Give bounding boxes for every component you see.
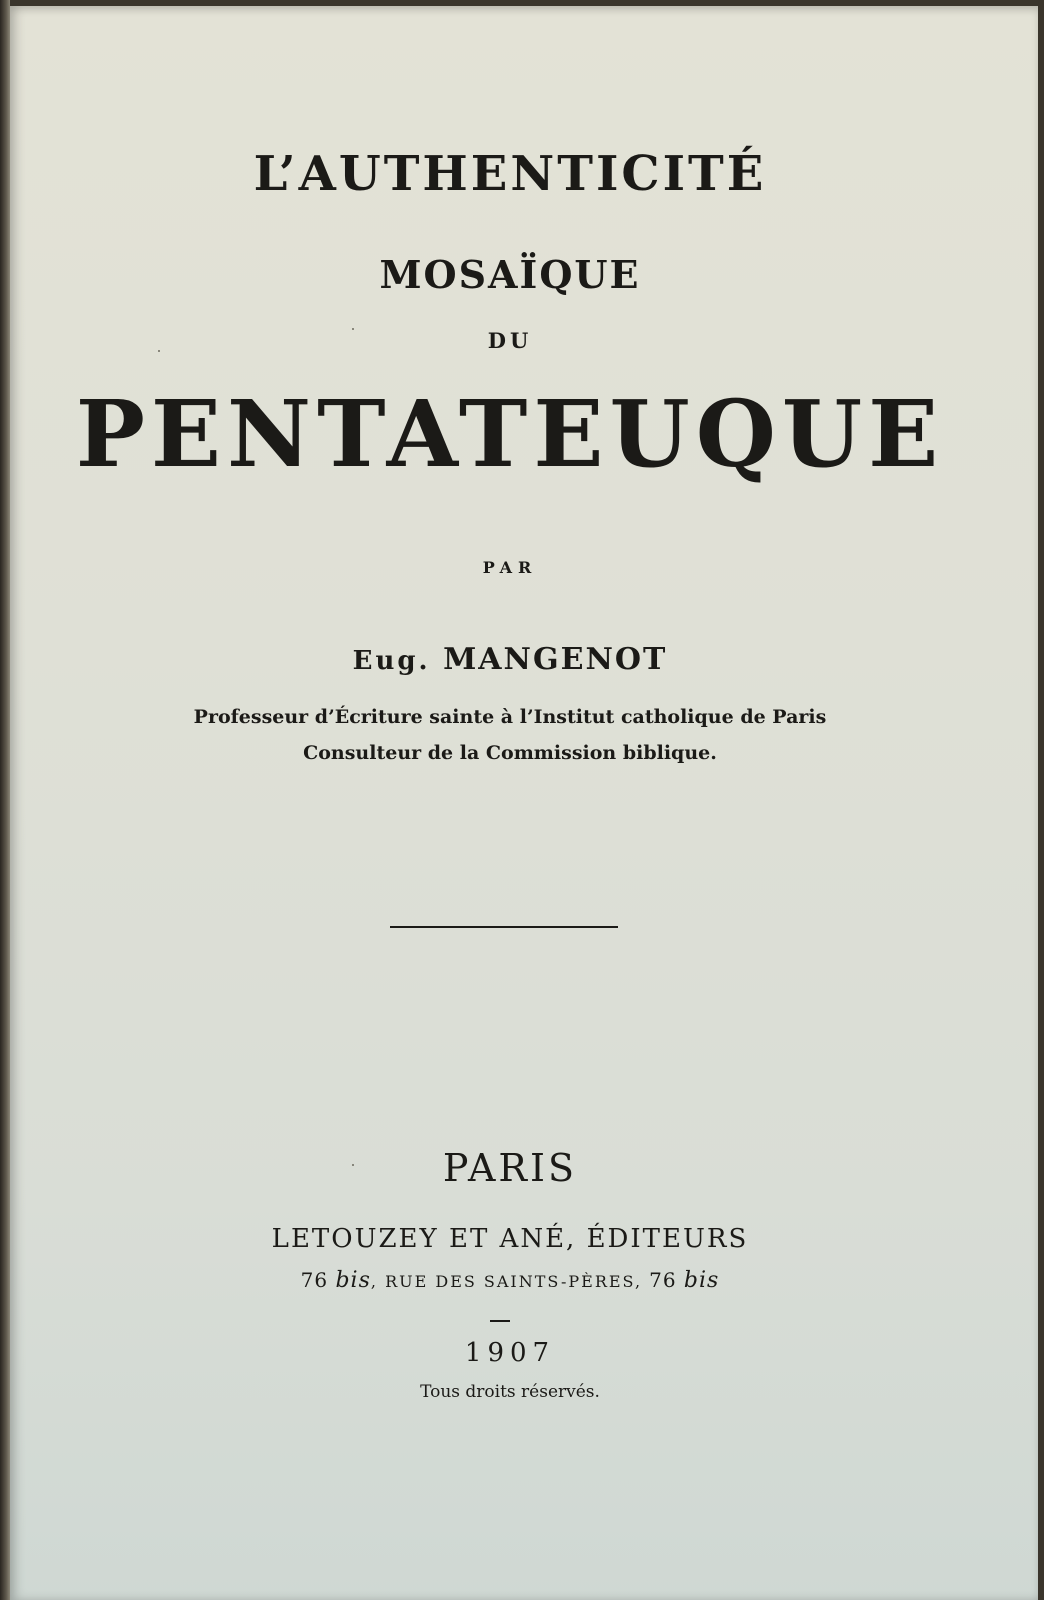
address-street: , RUE DES SAINTS-PÈRES,: [370, 1272, 650, 1291]
paper-speck: [352, 328, 354, 330]
author-affiliation-1: Professeur d’Écriture sainte à l’Institut catholique de Paris: [193, 706, 827, 728]
address-number-2: 76: [649, 1268, 677, 1292]
title-line-3: DU: [487, 328, 533, 353]
paper-speck: [158, 350, 160, 352]
rights-notice: Tous droits réservés.: [420, 1382, 600, 1402]
publisher: LETOUZEY ET ANÉ, ÉDITEURS: [271, 1224, 749, 1254]
by-label: PAR: [482, 558, 538, 577]
publication-city: PARIS: [442, 1146, 578, 1190]
book-spine-edge: [0, 0, 10, 1600]
address-bis-1: bis: [335, 1268, 371, 1293]
divider-rule: [390, 926, 618, 928]
title-main: PENTATEUQUE: [75, 380, 945, 488]
address-bis-2: bis: [683, 1268, 720, 1293]
title-line-2: MOSAÏQUE: [379, 252, 641, 297]
address-number-1: 76: [300, 1268, 329, 1292]
publisher-address: [10, 1268, 1010, 1293]
paper-speck: [352, 1164, 354, 1166]
title-page: [10, 6, 1038, 1600]
author: [10, 642, 1010, 677]
author-name: MANGENOT: [443, 642, 668, 677]
title-line-1: L’AUTHENTICITÉ: [253, 146, 767, 202]
author-affiliation-2: Consulteur de la Commission biblique.: [303, 742, 717, 764]
author-prefix: Eug.: [352, 646, 431, 676]
short-dash: [490, 1320, 510, 1322]
publication-year: 1907: [464, 1338, 556, 1368]
